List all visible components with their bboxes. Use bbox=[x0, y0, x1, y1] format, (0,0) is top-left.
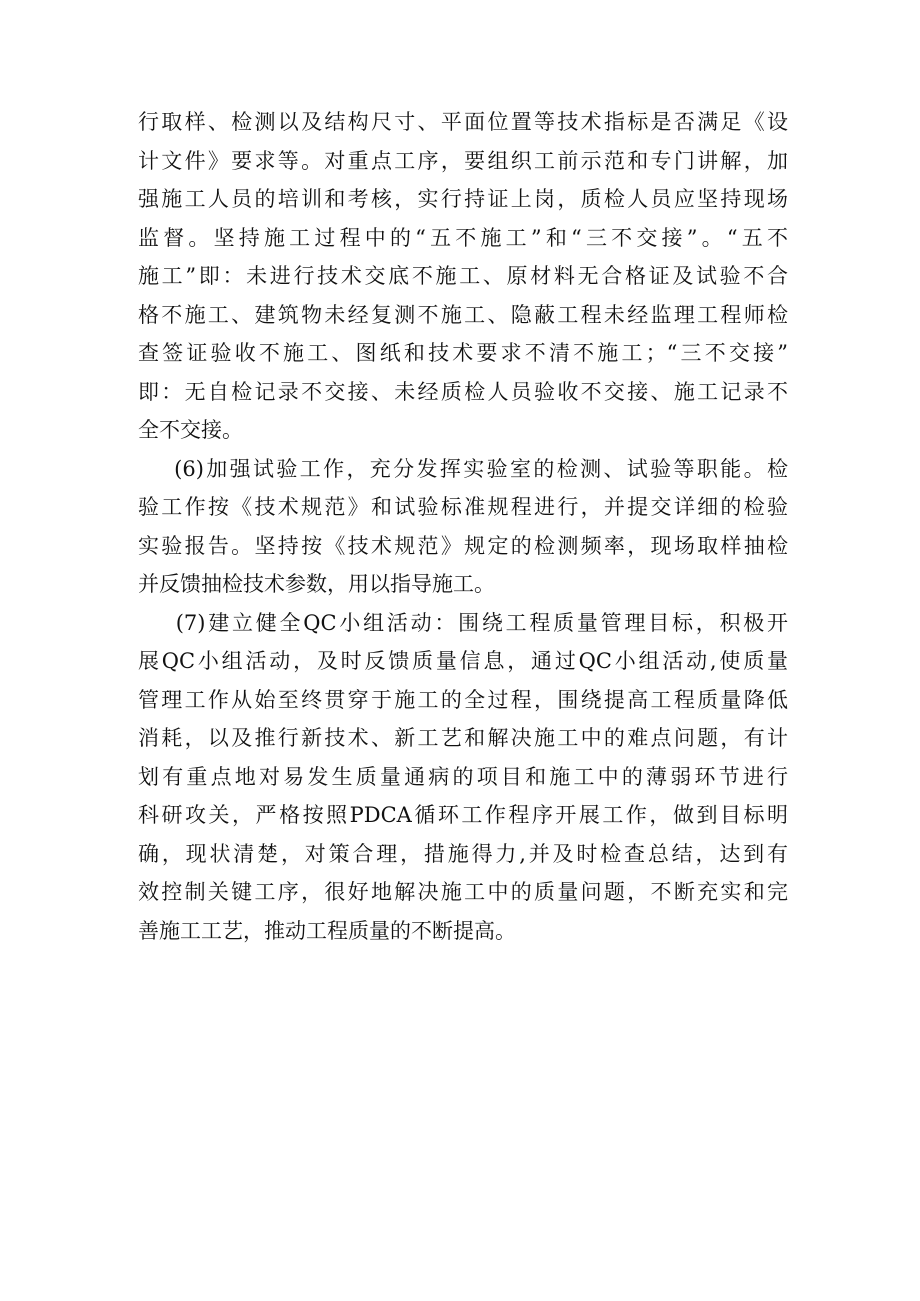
text-line: 计文件》要求等。对重点工序，要组织工前示范和专门讲解，加 bbox=[138, 148, 788, 173]
text-line: 全不交接。 bbox=[138, 418, 243, 442]
text-line: 划有重点地对易发生质量通病的项目和施工中的薄弱环节进行 bbox=[138, 764, 788, 789]
text-line: 实验报告。坚持按《技术规范》规定的检测频率，现场取样抽检 bbox=[138, 533, 788, 558]
text-line: 监督。坚持施工过程中的“五不施工”和“三不交接”。“五不 bbox=[138, 225, 788, 250]
paragraph-qc-group bbox=[138, 604, 788, 951]
text-line: 科研攻关，严格按照PDCA循环工作程序开展工作，做到目标明 bbox=[138, 803, 788, 827]
text-line: 效控制关键工序，很好地解决施工中的质量问题，不断充实和完 bbox=[138, 880, 788, 904]
text-line: 消耗，以及推行新技术、新工艺和解决施工中的难点问题，有计 bbox=[138, 726, 788, 750]
text-line: 行取样、检测以及结构尺寸、平面位置等技术指标是否满足《设 bbox=[138, 110, 788, 134]
text-line: (7)建立健全QC小组活动：围绕工程质量管理目标，积极开 bbox=[138, 610, 788, 635]
text-line: 并反馈抽检技术参数，用以指导施工。 bbox=[138, 572, 495, 596]
text-line: 善施工工艺，推动工程质量的不断提高。 bbox=[138, 918, 516, 943]
paragraph-testing-work bbox=[138, 450, 788, 604]
text-line: 强施工人员的培训和考核，实行持证上岗，质检人员应坚持现场 bbox=[138, 187, 788, 211]
text-line: 确，现状清楚，对策合理，措施得力,并及时检查总结，达到有 bbox=[138, 841, 788, 866]
text-line: 展QC小组活动，及时反馈质量信息，通过QC小组活动,使质量 bbox=[138, 649, 788, 673]
text-line: 管理工作从始至终贯穿于施工的全过程，围绕提高工程质量降低 bbox=[138, 687, 788, 712]
text-line: 施工”即：未进行技术交底不施工、原材料无合格证及试验不合 bbox=[138, 264, 788, 288]
paragraph-quality-inspection bbox=[138, 103, 788, 450]
text-line: (6)加强试验工作，充分发挥实验室的检测、试验等职能。检 bbox=[138, 456, 788, 481]
text-line: 验工作按《技术规范》和试验标准规程进行，并提交详细的检验 bbox=[138, 495, 788, 519]
body-text bbox=[138, 103, 788, 950]
text-line: 查签证验收不施工、图纸和技术要求不清不施工；“三不交接” bbox=[138, 341, 788, 365]
text-line: 即：无自检记录不交接、未经质检人员验收不交接、施工记录不 bbox=[138, 379, 788, 404]
text-line: 格不施工、建筑物未经复测不施工、隐蔽工程未经监理工程师检 bbox=[138, 302, 788, 327]
